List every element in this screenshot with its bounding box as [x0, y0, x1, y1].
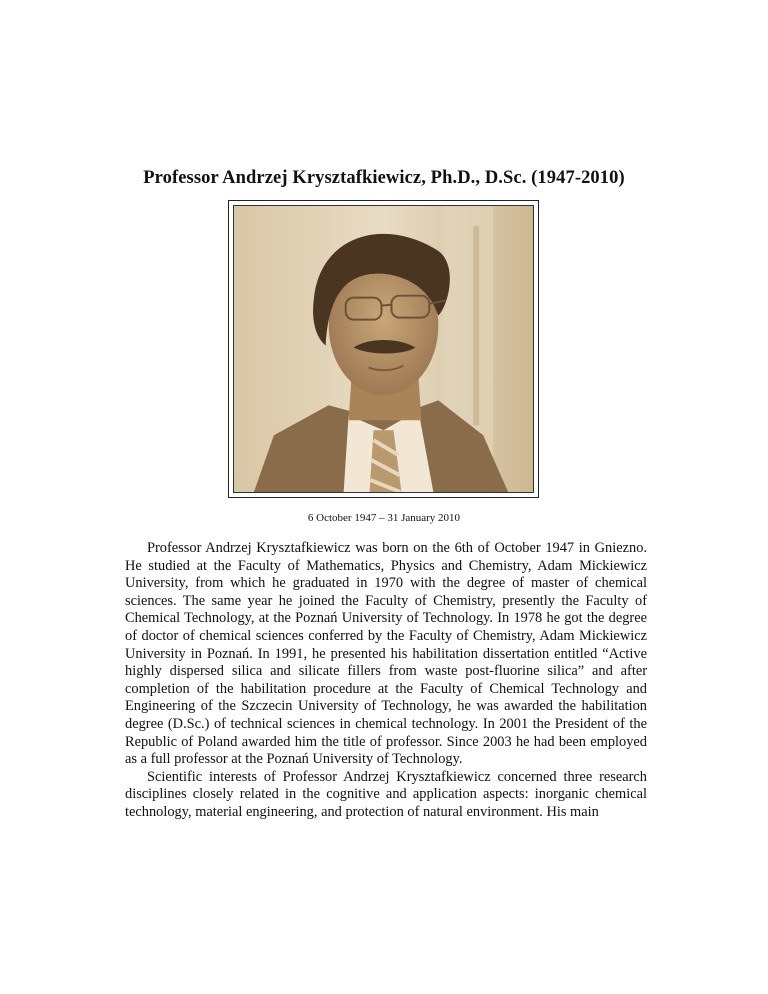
portrait-frame [228, 200, 539, 498]
portrait-photo [233, 205, 534, 493]
paragraph: Scientific interests of Professor Andrzej Krysztafkiewicz concerned three research disciplines closely related in the cognitive and application aspects: inorganic chemical technology, material engineering, and protection of natural environment. His main [125, 768, 647, 820]
page-title: Professor Andrzej Krysztafkiewicz, Ph.D., D.Sc. (1947-2010) [143, 168, 625, 188]
portrait-image [234, 206, 533, 492]
biography-text [125, 540, 647, 822]
photo-caption: 6 October 1947 – 31 January 2010 [307, 512, 461, 524]
paragraph: Professor Andrzej Krysztafkiewicz was born on the 6th of October 1947 in Gniezno. He studied at the Faculty of Mathematics, Physics and Chemistry, Adam Mickiewicz University, from which he graduated in 1970 with the degree of master of chemical sciences. The same year he joined the Faculty of Chemistry, presently the Faculty of Chemical Technology, at the Poznań University of Technology. In 1978 he got the degree of doctor of chemical sciences conferred by the Faculty of Chemistry, Adam Mickiewicz University in Poznań. In 1991, he presented his habilitation dissertation entitled “Active highly dispersed silica and silicate fillers from waste post-fluorine silica” and after completion of the habilitation procedure at the Faculty of Chemical Technology and Engineering of the Szczecin University of Technology, he was awarded the habilitation degree (D.Sc.) of technical sciences in chemical technology. In 2001 the President of the Republic of Poland awarded him the title of professor. Since 2003 he had been employed as a full professor at the Poznań University of Technology. [125, 540, 647, 768]
